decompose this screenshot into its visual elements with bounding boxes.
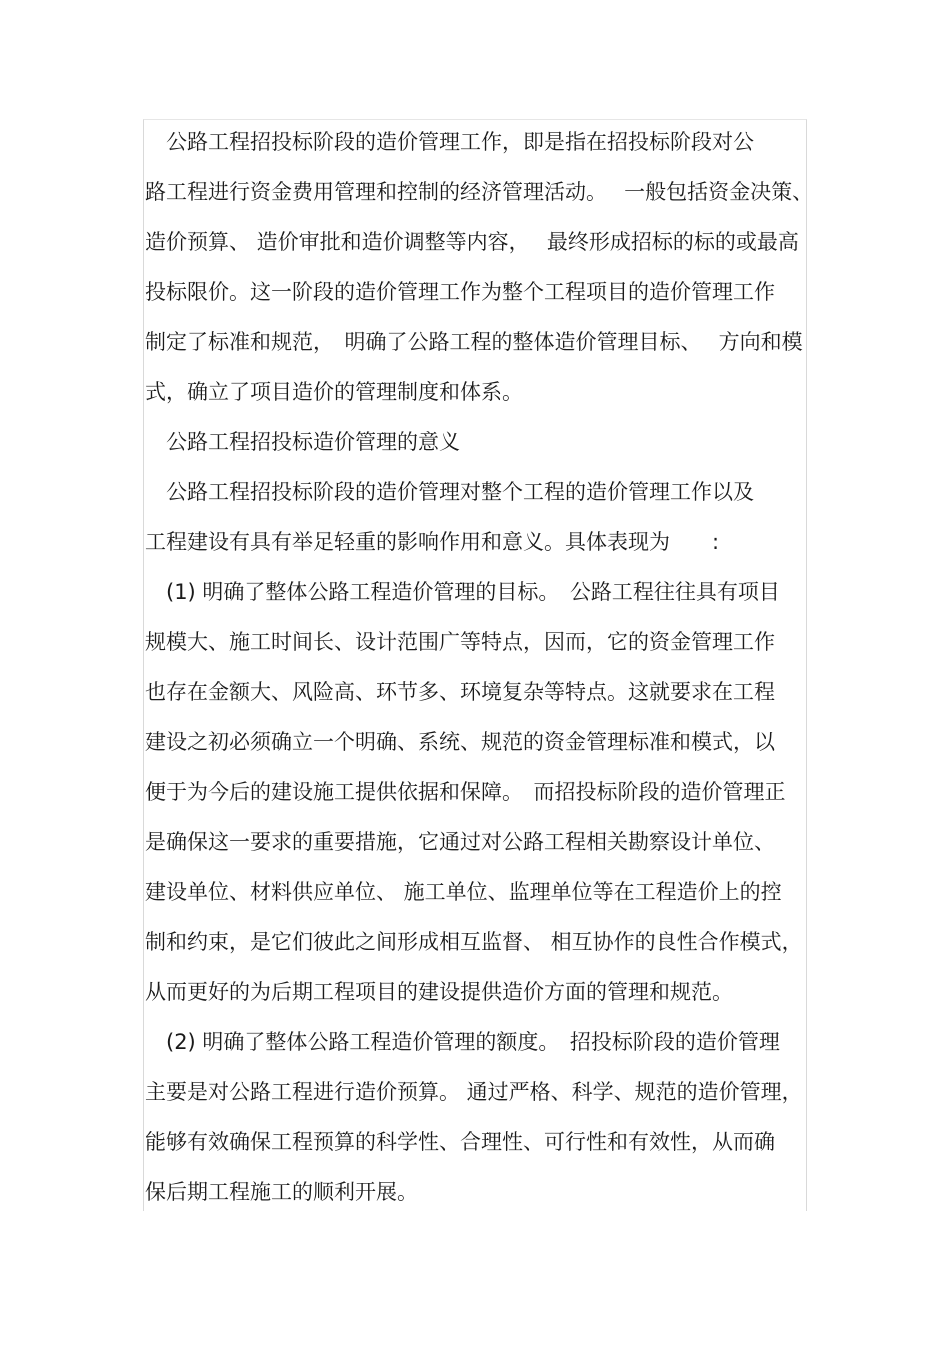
text-line: 公路工程招投标阶段的造价管理工作，即是指在招投标阶段对公 bbox=[145, 130, 754, 154]
text-line: 投标限价。这一阶段的造价管理工作为整个工程项目的造价管理工作 bbox=[145, 280, 775, 304]
text-line: 从而更好的为后期工程项目的建设提供造价方面的管理和规范。 bbox=[145, 980, 733, 1004]
text-line: 主要是对公路工程进行造价预算。 通过严格、科学、规范的造价管理， bbox=[145, 1080, 803, 1104]
text-line: 建设单位、材料供应单位、 施工单位、监理单位等在工程造价上的控 bbox=[145, 880, 782, 904]
text-line: 制和约束，是它们彼此之间形成相互监督、 相互协作的良性合作模式， bbox=[145, 930, 803, 954]
text-line: 也存在金额大、风险高、环节多、环境复杂等特点。这就要求在工程 bbox=[145, 680, 775, 704]
section-heading: 公路工程招投标造价管理的意义 bbox=[145, 430, 460, 454]
text-line: (1) 明确了整体公路工程造价管理的目标。 公路工程往往具有项目 bbox=[145, 580, 780, 604]
text-line: 便于为今后的建设施工提供依据和保障。 而招投标阶段的造价管理正 bbox=[145, 780, 786, 804]
text-line: 保后期工程施工的顺利开展。 bbox=[145, 1180, 418, 1204]
text-line: (2) 明确了整体公路工程造价管理的额度。 招投标阶段的造价管理 bbox=[145, 1030, 780, 1054]
text-line: 规模大、施工时间长、设计范围广等特点，因而，它的资金管理工作 bbox=[145, 630, 775, 654]
text-line: 式，确立了项目造价的管理制度和体系。 bbox=[145, 380, 523, 404]
text-line: 能够有效确保工程预算的科学性、合理性、可行性和有效性，从而确 bbox=[145, 1130, 775, 1154]
text-line: 公路工程招投标阶段的造价管理对整个工程的造价管理工作以及 bbox=[145, 480, 754, 504]
text-line: 是确保这一要求的重要措施，它通过对公路工程相关勘察设计单位、 bbox=[145, 830, 775, 854]
text-line: 路工程进行资金费用管理和控制的经济管理活动。 一般包括资金决策、 bbox=[145, 180, 814, 204]
text-line: 造价预算、 造价审批和造价调整等内容， 最终形成招标的标的或最高 bbox=[145, 230, 799, 254]
document-body bbox=[145, 122, 825, 1222]
text-line: 工程建设有具有举足轻重的影响作用和意义。具体表现为 : bbox=[145, 530, 720, 554]
text-line: 建设之初必须确立一个明确、系统、规范的资金管理标准和模式，以 bbox=[145, 730, 775, 754]
text-line: 制定了标准和规范， 明确了公路工程的整体造价管理目标、 方向和模 bbox=[145, 330, 803, 354]
